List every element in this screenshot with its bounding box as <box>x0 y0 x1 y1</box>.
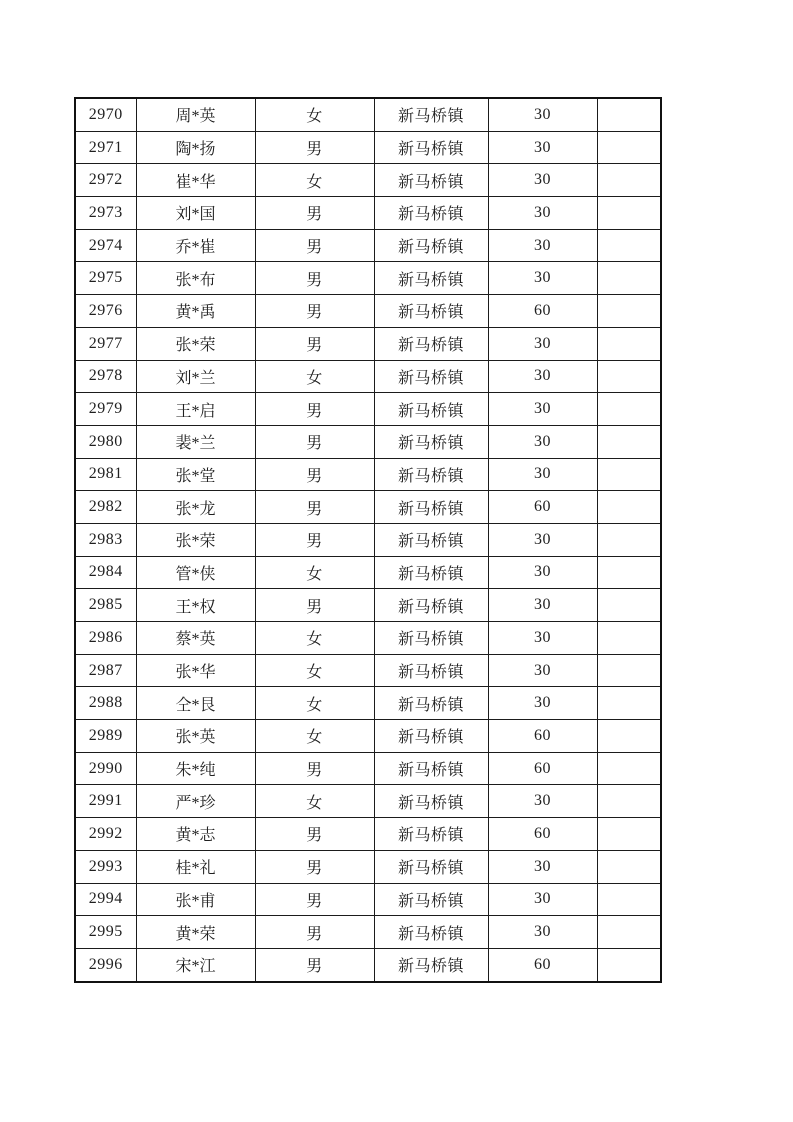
cell-gender: 女 <box>255 556 374 589</box>
cell-amount: 60 <box>488 491 597 524</box>
cell-town: 新马桥镇 <box>374 164 488 197</box>
cell-name: 朱*纯 <box>136 752 255 785</box>
cell-town: 新马桥镇 <box>374 916 488 949</box>
cell-gender: 女 <box>255 98 374 131</box>
cell-blank <box>597 720 661 753</box>
roster-table-body <box>75 98 661 982</box>
cell-name: 崔*华 <box>136 164 255 197</box>
cell-name: 王*权 <box>136 589 255 622</box>
cell-name: 严*珍 <box>136 785 255 818</box>
cell-name: 张*布 <box>136 262 255 295</box>
cell-serial: 2970 <box>75 98 136 131</box>
cell-amount: 30 <box>488 229 597 262</box>
cell-name: 桂*礼 <box>136 850 255 883</box>
cell-blank <box>597 948 661 981</box>
cell-town: 新马桥镇 <box>374 720 488 753</box>
cell-amount: 60 <box>488 720 597 753</box>
cell-name: 宋*江 <box>136 948 255 981</box>
cell-town: 新马桥镇 <box>374 523 488 556</box>
table-row <box>75 523 661 556</box>
cell-name: 蔡*英 <box>136 622 255 655</box>
table-row <box>75 720 661 753</box>
cell-amount: 30 <box>488 622 597 655</box>
cell-serial: 2993 <box>75 850 136 883</box>
cell-town: 新马桥镇 <box>374 687 488 720</box>
cell-blank <box>597 883 661 916</box>
cell-blank <box>597 785 661 818</box>
cell-serial: 2984 <box>75 556 136 589</box>
cell-name: 黄*禹 <box>136 295 255 328</box>
cell-blank <box>597 752 661 785</box>
cell-amount: 30 <box>488 327 597 360</box>
roster-table <box>74 97 662 983</box>
cell-town: 新马桥镇 <box>374 327 488 360</box>
cell-name: 黄*志 <box>136 818 255 851</box>
cell-blank <box>597 197 661 230</box>
cell-serial: 2991 <box>75 785 136 818</box>
cell-amount: 30 <box>488 458 597 491</box>
cell-blank <box>597 262 661 295</box>
cell-gender: 男 <box>255 948 374 981</box>
cell-town: 新马桥镇 <box>374 654 488 687</box>
cell-name: 陶*扬 <box>136 131 255 164</box>
cell-town: 新马桥镇 <box>374 393 488 426</box>
cell-name: 仝*艮 <box>136 687 255 720</box>
cell-gender: 女 <box>255 654 374 687</box>
cell-blank <box>597 589 661 622</box>
cell-town: 新马桥镇 <box>374 752 488 785</box>
cell-serial: 2977 <box>75 327 136 360</box>
cell-name: 张*堂 <box>136 458 255 491</box>
cell-gender: 男 <box>255 262 374 295</box>
cell-name: 管*侠 <box>136 556 255 589</box>
cell-amount: 30 <box>488 556 597 589</box>
cell-amount: 30 <box>488 360 597 393</box>
cell-serial: 2971 <box>75 131 136 164</box>
cell-serial: 2994 <box>75 883 136 916</box>
cell-town: 新马桥镇 <box>374 589 488 622</box>
cell-town: 新马桥镇 <box>374 948 488 981</box>
cell-name: 张*荣 <box>136 523 255 556</box>
table-row <box>75 556 661 589</box>
cell-town: 新马桥镇 <box>374 785 488 818</box>
cell-amount: 30 <box>488 197 597 230</box>
cell-blank <box>597 491 661 524</box>
cell-serial: 2973 <box>75 197 136 230</box>
cell-amount: 30 <box>488 654 597 687</box>
cell-blank <box>597 425 661 458</box>
cell-town: 新马桥镇 <box>374 850 488 883</box>
cell-town: 新马桥镇 <box>374 197 488 230</box>
table-row <box>75 197 661 230</box>
cell-town: 新马桥镇 <box>374 556 488 589</box>
table-row <box>75 229 661 262</box>
cell-amount: 60 <box>488 295 597 328</box>
cell-town: 新马桥镇 <box>374 883 488 916</box>
cell-serial: 2996 <box>75 948 136 981</box>
cell-amount: 60 <box>488 948 597 981</box>
cell-serial: 2975 <box>75 262 136 295</box>
cell-gender: 男 <box>255 752 374 785</box>
table-row <box>75 393 661 426</box>
cell-serial: 2978 <box>75 360 136 393</box>
cell-blank <box>597 458 661 491</box>
cell-serial: 2989 <box>75 720 136 753</box>
cell-gender: 女 <box>255 622 374 655</box>
cell-town: 新马桥镇 <box>374 622 488 655</box>
cell-amount: 30 <box>488 850 597 883</box>
table-row <box>75 295 661 328</box>
cell-blank <box>597 622 661 655</box>
cell-town: 新马桥镇 <box>374 98 488 131</box>
cell-blank <box>597 916 661 949</box>
cell-blank <box>597 164 661 197</box>
table-row <box>75 98 661 131</box>
cell-name: 张*荣 <box>136 327 255 360</box>
cell-blank <box>597 393 661 426</box>
cell-gender: 男 <box>255 850 374 883</box>
table-row <box>75 327 661 360</box>
cell-town: 新马桥镇 <box>374 295 488 328</box>
table-row <box>75 948 661 981</box>
cell-name: 张*龙 <box>136 491 255 524</box>
cell-amount: 30 <box>488 785 597 818</box>
cell-gender: 男 <box>255 523 374 556</box>
cell-name: 张*华 <box>136 654 255 687</box>
table-row <box>75 785 661 818</box>
cell-gender: 男 <box>255 458 374 491</box>
cell-amount: 30 <box>488 523 597 556</box>
table-row <box>75 850 661 883</box>
table-row <box>75 360 661 393</box>
table-row <box>75 491 661 524</box>
cell-gender: 男 <box>255 295 374 328</box>
cell-blank <box>597 360 661 393</box>
cell-gender: 男 <box>255 229 374 262</box>
cell-serial: 2990 <box>75 752 136 785</box>
table-row <box>75 262 661 295</box>
cell-town: 新马桥镇 <box>374 458 488 491</box>
cell-serial: 2972 <box>75 164 136 197</box>
table-row <box>75 589 661 622</box>
cell-town: 新马桥镇 <box>374 360 488 393</box>
table-row <box>75 131 661 164</box>
cell-serial: 2992 <box>75 818 136 851</box>
cell-blank <box>597 654 661 687</box>
cell-amount: 30 <box>488 262 597 295</box>
cell-serial: 2988 <box>75 687 136 720</box>
cell-gender: 女 <box>255 360 374 393</box>
cell-gender: 女 <box>255 164 374 197</box>
cell-gender: 男 <box>255 425 374 458</box>
cell-name: 乔*崔 <box>136 229 255 262</box>
cell-gender: 男 <box>255 818 374 851</box>
cell-gender: 男 <box>255 589 374 622</box>
table-row <box>75 818 661 851</box>
cell-blank <box>597 98 661 131</box>
table-row <box>75 622 661 655</box>
cell-amount: 30 <box>488 131 597 164</box>
cell-gender: 男 <box>255 883 374 916</box>
cell-name: 张*英 <box>136 720 255 753</box>
cell-amount: 30 <box>488 425 597 458</box>
cell-blank <box>597 295 661 328</box>
cell-serial: 2980 <box>75 425 136 458</box>
cell-amount: 60 <box>488 818 597 851</box>
cell-amount: 30 <box>488 589 597 622</box>
cell-serial: 2986 <box>75 622 136 655</box>
cell-amount: 30 <box>488 687 597 720</box>
table-row <box>75 916 661 949</box>
cell-serial: 2985 <box>75 589 136 622</box>
cell-name: 张*甫 <box>136 883 255 916</box>
table-row <box>75 752 661 785</box>
cell-town: 新马桥镇 <box>374 818 488 851</box>
cell-town: 新马桥镇 <box>374 229 488 262</box>
cell-town: 新马桥镇 <box>374 262 488 295</box>
cell-gender: 男 <box>255 327 374 360</box>
cell-amount: 30 <box>488 164 597 197</box>
cell-blank <box>597 556 661 589</box>
cell-gender: 女 <box>255 720 374 753</box>
table-row <box>75 654 661 687</box>
cell-town: 新马桥镇 <box>374 425 488 458</box>
cell-amount: 30 <box>488 916 597 949</box>
cell-amount: 30 <box>488 393 597 426</box>
cell-serial: 2987 <box>75 654 136 687</box>
cell-gender: 男 <box>255 916 374 949</box>
cell-serial: 2995 <box>75 916 136 949</box>
cell-gender: 男 <box>255 131 374 164</box>
cell-blank <box>597 687 661 720</box>
cell-serial: 2981 <box>75 458 136 491</box>
cell-blank <box>597 327 661 360</box>
cell-town: 新马桥镇 <box>374 131 488 164</box>
cell-amount: 60 <box>488 752 597 785</box>
cell-amount: 30 <box>488 98 597 131</box>
cell-gender: 男 <box>255 393 374 426</box>
cell-blank <box>597 131 661 164</box>
cell-name: 刘*国 <box>136 197 255 230</box>
cell-serial: 2974 <box>75 229 136 262</box>
cell-serial: 2976 <box>75 295 136 328</box>
table-row <box>75 883 661 916</box>
table-row <box>75 164 661 197</box>
cell-gender: 男 <box>255 491 374 524</box>
cell-name: 裴*兰 <box>136 425 255 458</box>
cell-amount: 30 <box>488 883 597 916</box>
cell-town: 新马桥镇 <box>374 491 488 524</box>
cell-name: 周*英 <box>136 98 255 131</box>
cell-serial: 2982 <box>75 491 136 524</box>
cell-gender: 女 <box>255 687 374 720</box>
cell-gender: 男 <box>255 197 374 230</box>
cell-blank <box>597 818 661 851</box>
cell-blank <box>597 523 661 556</box>
table-row <box>75 425 661 458</box>
cell-name: 王*启 <box>136 393 255 426</box>
cell-serial: 2983 <box>75 523 136 556</box>
cell-blank <box>597 850 661 883</box>
table-row <box>75 458 661 491</box>
cell-serial: 2979 <box>75 393 136 426</box>
cell-gender: 女 <box>255 785 374 818</box>
cell-blank <box>597 229 661 262</box>
cell-name: 刘*兰 <box>136 360 255 393</box>
cell-name: 黄*荣 <box>136 916 255 949</box>
table-row <box>75 687 661 720</box>
